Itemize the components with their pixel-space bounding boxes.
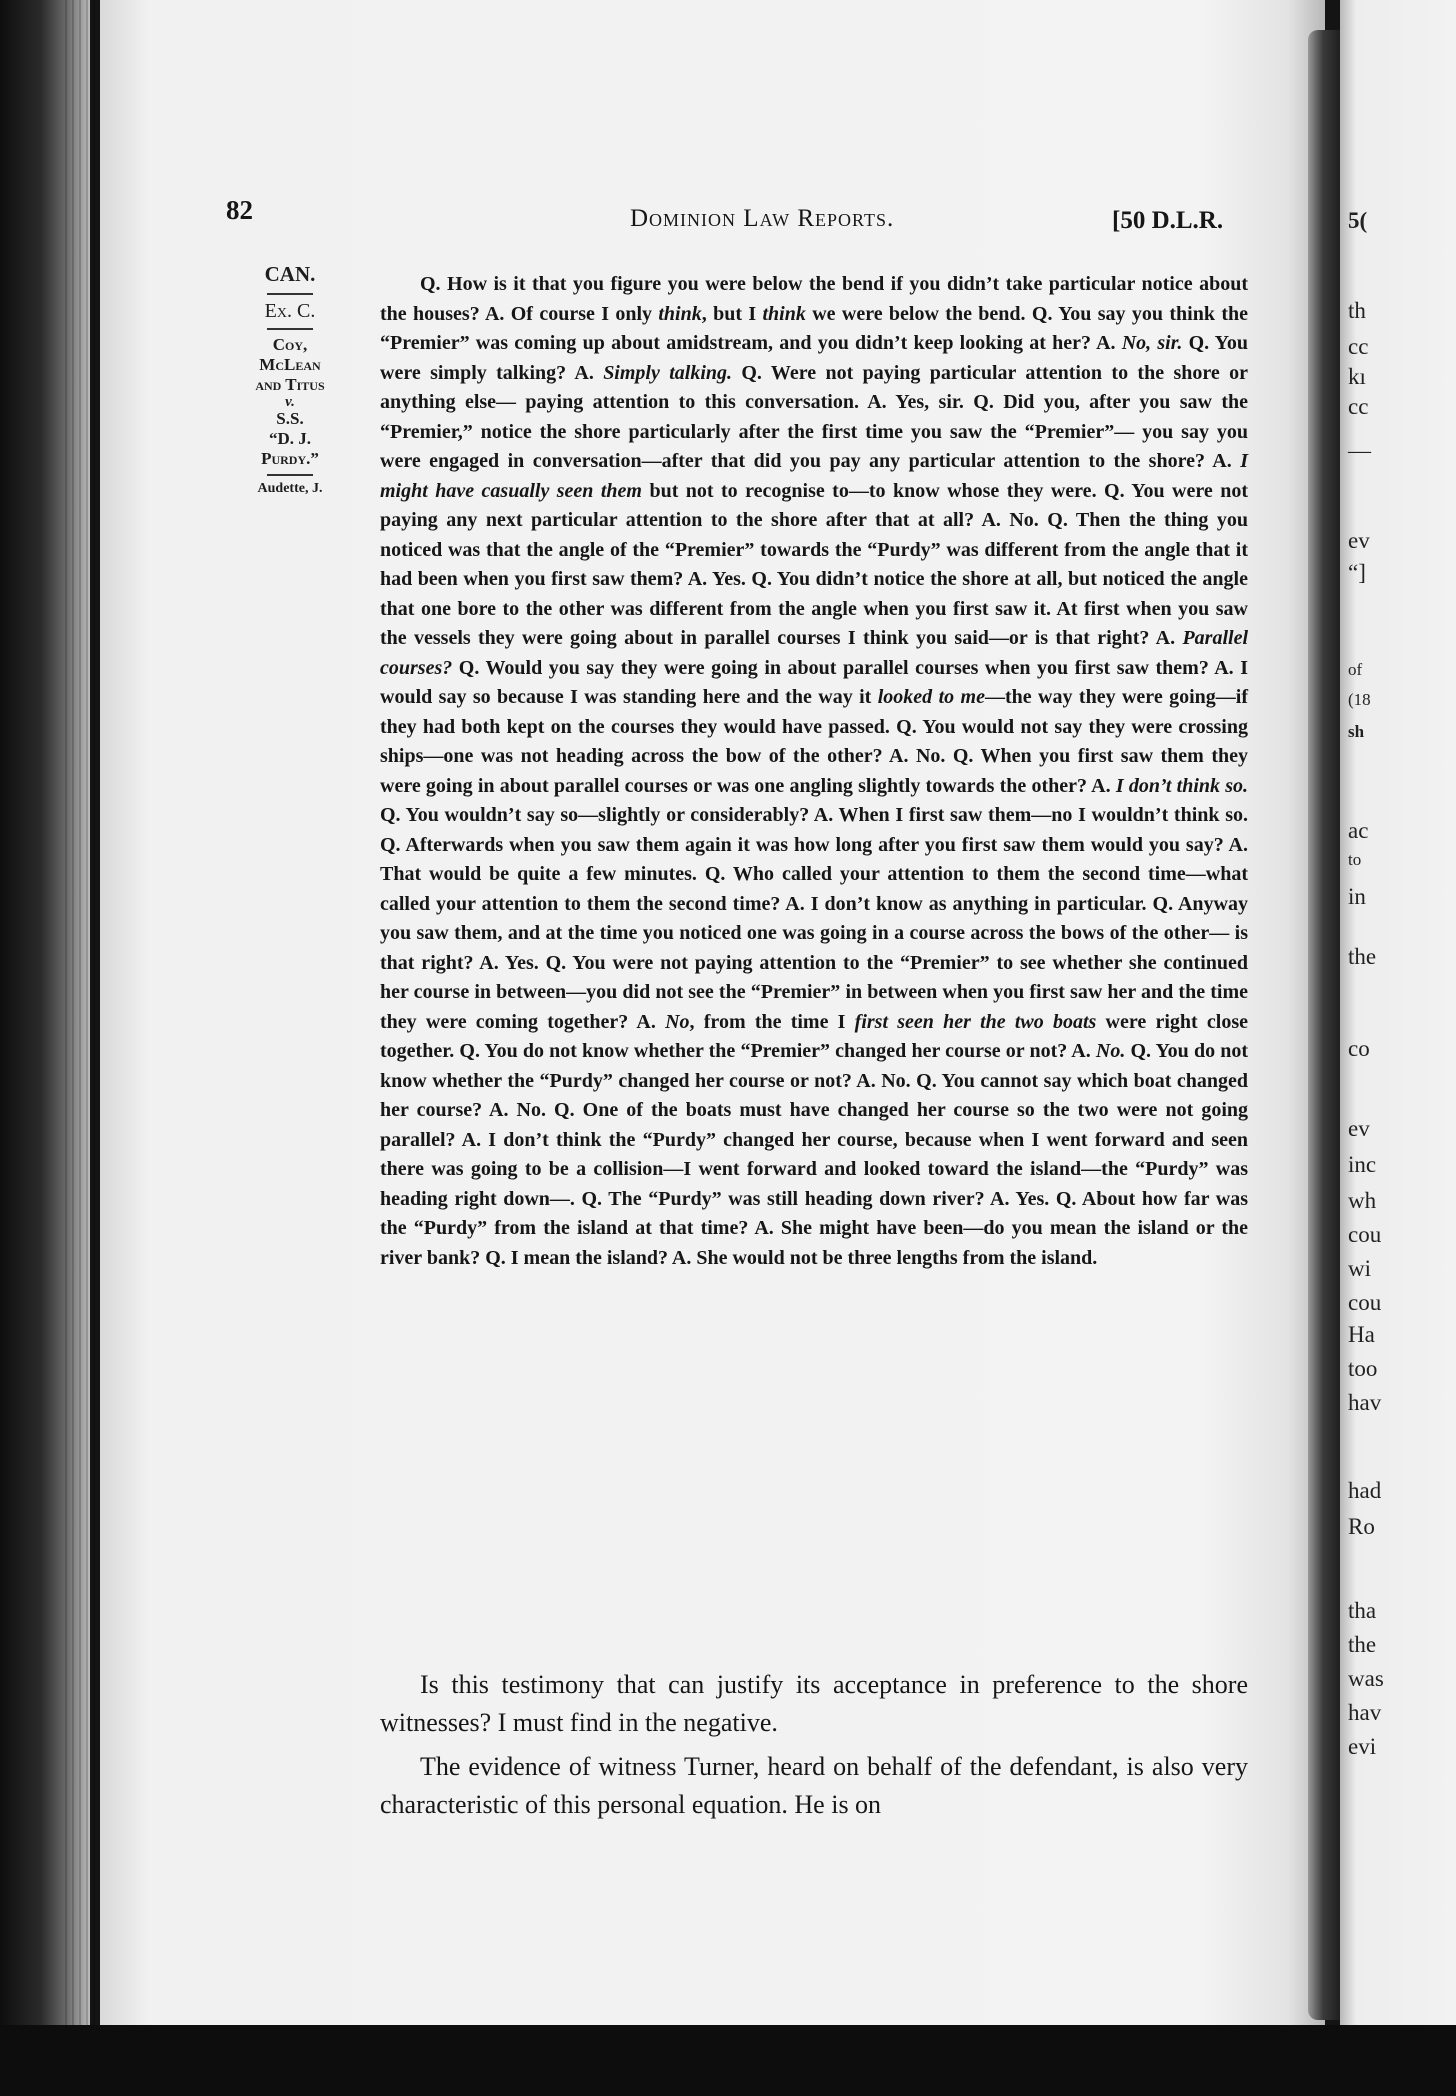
next-page-fragment: hav: [1348, 1390, 1382, 1415]
next-page-fragment: ev: [1348, 1116, 1370, 1141]
testimony-text: Q. Would you say they were going in about parallel courses when you first saw them? A. I would say so because I was standing here and the way it: [380, 656, 1248, 708]
next-page-fragment: the: [1348, 1632, 1377, 1657]
margin-rule: [267, 328, 313, 330]
margin-versus: v.: [285, 393, 295, 410]
margin-case-line: and Titus: [255, 375, 325, 395]
margin-case-line: Coy,: [272, 335, 308, 355]
next-page-fragment: Ha: [1348, 1322, 1375, 1347]
next-page-fragment: (18: [1348, 690, 1371, 709]
margin-rule: [267, 474, 313, 476]
next-page-fragment: the: [1348, 944, 1377, 969]
next-page-fragment: cc: [1348, 394, 1369, 419]
testimony-emphasis: think: [762, 302, 806, 325]
testimony-text: Q. How is it that you figure you were below the bend if you didn’t take particular notice about the houses? A. Of course I only: [380, 273, 1248, 325]
testimony-emphasis: No: [665, 1010, 690, 1033]
testimony-emphasis: I don’t think so.: [1115, 774, 1248, 797]
margin-jurisdiction: CAN.: [264, 262, 316, 286]
volume-reference: [50 D.L.R.: [1112, 207, 1224, 234]
running-title: Dominion Law Reports.: [630, 205, 895, 232]
next-page-fragment: wi: [1348, 1256, 1371, 1281]
next-page-fragment: co: [1348, 1036, 1370, 1061]
next-page-fragment: had: [1348, 1478, 1382, 1503]
body-paragraph: Is this testimony that can justify its acceptance in preference to the shore witnesses? I must find in the negative.: [380, 1670, 1248, 1737]
testimony-text: , but I: [701, 302, 763, 325]
margin-notes: [225, 262, 355, 498]
testimony-emphasis: Parallel courses?: [380, 627, 1248, 679]
next-page-edge: [1340, 0, 1456, 2030]
testimony-text: Q. You wouldn’t say so—slightly or considerably? A. When I first saw them—no I wouldn’t think so. Q. Afterwards when you saw them again it was how long after you first saw them would you say? A. That would be quite a few minutes. Q. Who called your attention to them the second time—what called your attention to them the second time? A. I don’t know as anything in particular. Q. Anyway you saw them, and at the time you noticed one was going in a course across the bows of the other— is that right? A. Yes. Q. You were not paying attention to the “Premier” to see whether she continued her course in between—you did not see the “Premier” in between when you first saw her and the time they were coming together? A.: [380, 804, 1248, 1033]
next-page-fragment: cou: [1348, 1290, 1382, 1315]
margin-rule: [267, 293, 313, 295]
next-page-fragment: Ro: [1348, 1514, 1375, 1539]
next-page-fragment: sh: [1348, 722, 1365, 741]
next-page-fragment: of: [1348, 660, 1363, 679]
left-page-stack-edges: [60, 0, 100, 2030]
testimony-emphasis: think: [658, 302, 702, 325]
next-page-fragment: hav: [1348, 1700, 1382, 1725]
next-page-fragment: was: [1348, 1666, 1384, 1691]
margin-case-line: Purdy.”: [261, 449, 319, 469]
testimony-text: Q. You were simply talking? A.: [380, 332, 1248, 384]
testimony-emphasis: looked to me: [877, 686, 985, 708]
next-page-fragment: ac: [1348, 818, 1369, 843]
next-page-fragment: 5(: [1348, 208, 1368, 233]
testimony-text: were right close together. Q. You do not know whether the “Premier” changed her course or not? A.: [380, 1010, 1248, 1062]
next-page-fragment: tha: [1348, 1598, 1377, 1623]
testimony-emphasis: No.: [1095, 1040, 1126, 1062]
testimony-text: but not to recognise to—to know whose they were. Q. You were not paying any next particular attention to the shore after that at all? A. No. Q. Then the thing you noticed was that the angle of the “Premier” towards the “Purdy” was different from the angle that it had been when you first saw them? A. Yes. Q. You didn’t notice the shore at all, but noticed the angle that one bore to the other was different from the angle when you first saw it. At first when you saw the vessels they were going about in parallel courses I think you said—or is that right? A.: [380, 479, 1248, 649]
next-page-fragment: ev: [1348, 528, 1370, 553]
scan-bottom-band: [0, 2025, 1456, 2096]
margin-case-line: S.S.: [276, 409, 304, 428]
testimony-block: [380, 270, 1248, 1273]
next-page-fragment: evi: [1348, 1734, 1377, 1759]
next-page-fragment: —: [1348, 438, 1371, 463]
next-page-fragment: wh: [1348, 1188, 1377, 1213]
next-page-fragment: “]: [1348, 560, 1366, 585]
next-page-fragment: too: [1348, 1356, 1378, 1381]
testimony-text: —the way they were going—if they had both kept on the courses they would have passed. Q. You would not say they were crossing ships—one was not heading across the bow of the other? A. No. Q. When you first saw them they were going in about parallel courses or was one angling slightly towards the other? A.: [380, 686, 1248, 797]
testimony-text: Q. You do not know whether the “Purdy” changed her course or not? A. No. Q. You cannot say which boat changed her course? A. No. Q. One of the boats must have changed her course so the two were not going parallel? A. I don’t think the “Purdy” changed her course, because when I went forward and seen there was going to be a collision—I went forward and looked toward the island—the “Purdy” was heading right down—. Q. The “Purdy” was still heading down river? A. Yes. Q. About how far was the “Purdy” from the island at that time? A. She might have been—do you mean the island or the river bank? Q. I mean the island? A. She would not be three lengths from the island.: [380, 1040, 1249, 1269]
margin-case-line: “D. J.: [268, 429, 312, 449]
testimony-emphasis: Simply talking.: [603, 361, 733, 384]
next-page-fragment: to: [1348, 850, 1362, 869]
testimony-text: , from the time I: [689, 1010, 855, 1033]
next-page-fragment: cc: [1348, 334, 1369, 359]
testimony-text: Q. Were not paying particular attention to the shore or anything else— paying attention to this conversation. A. Yes, sir. Q. Did you, after you saw the “Premier,” notice the shore particularly after the first time you saw the “Premier”— you say you were engaged in conversation—after that did you pay any particular attention to the shore? A.: [380, 361, 1248, 472]
margin-judge: Audette, J.: [257, 481, 323, 497]
margin-case-line: McLean: [259, 355, 321, 375]
testimony-emphasis: No, sir.: [1121, 332, 1183, 354]
testimony-text: we were below the bend. Q. You say you think the “Premier” was coming up about amidstream, and you didn’t keep looking at her? A.: [380, 302, 1248, 354]
next-page-fragment: cou: [1348, 1222, 1382, 1247]
testimony-emphasis: first seen her the two boats: [854, 1010, 1097, 1033]
next-page-fragment: kı: [1348, 364, 1366, 389]
next-page-fragment: inc: [1348, 1152, 1377, 1177]
next-page-fragment: th: [1348, 298, 1366, 323]
body-paragraph: The evidence of witness Turner, heard on behalf of the defendant, is also very characteristic of this personal equation. He is on: [380, 1752, 1248, 1819]
testimony-emphasis: I might have casually seen them: [380, 450, 1248, 502]
next-page-fragment: in: [1348, 884, 1366, 909]
page-number: 82: [226, 195, 253, 225]
margin-court: Ex. C.: [264, 299, 316, 322]
